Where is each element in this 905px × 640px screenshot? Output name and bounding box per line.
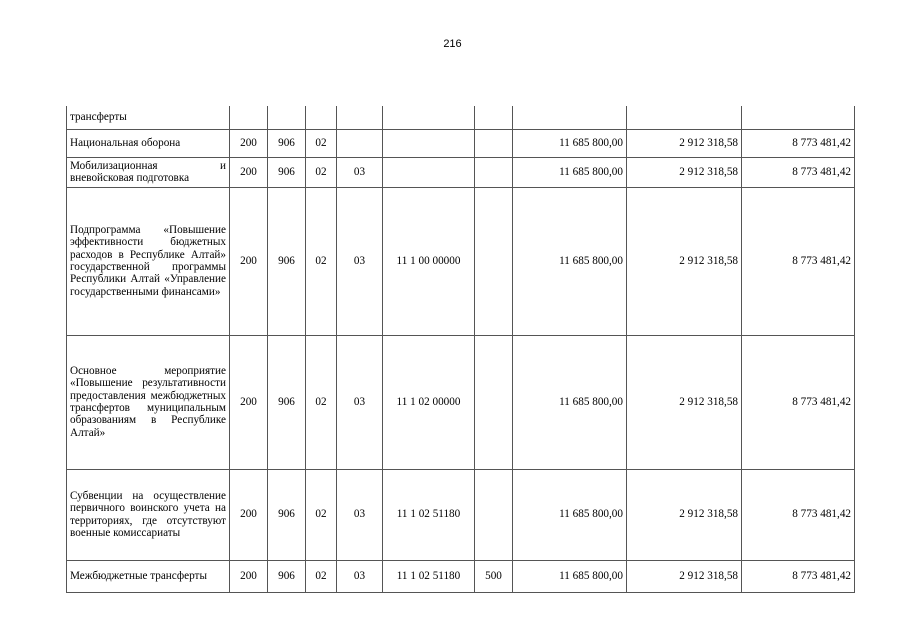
remaining-amount: 8 773 481,42 [742,469,855,560]
section-code: 02 [306,469,337,560]
row-name: Основное мероприятие «Повышение результативности предоставления межбюджетных трансфертов муниципальным образованиям в Республике Алтай» [67,335,230,469]
table-row [67,129,855,157]
remaining-amount [742,106,855,129]
row-name: Подпрограмма «Повышение эффективности бюджетных расходов в Республике Алтай» государственной программы Республики Алтай «Управление государственными финансами» [67,187,230,335]
executed-amount: 2 912 318,58 [627,560,742,592]
remaining-amount: 8 773 481,42 [742,187,855,335]
section-code: 02 [306,560,337,592]
section-code: 02 [306,157,337,187]
executed-amount: 2 912 318,58 [627,335,742,469]
table-row [67,560,855,592]
section-code: 02 [306,335,337,469]
remaining-amount: 8 773 481,42 [742,560,855,592]
remaining-amount: 8 773 481,42 [742,129,855,157]
executed-amount [627,106,742,129]
subsection-code: 03 [337,469,383,560]
target-code: 11 1 00 00000 [383,187,475,335]
subsection-code: 03 [337,560,383,592]
table-row [67,469,855,560]
ministry-code: 906 [268,335,306,469]
approved-amount [513,106,627,129]
expense-type-code [475,106,513,129]
ministry-code: 906 [268,157,306,187]
admin-code: 200 [230,560,268,592]
approved-amount: 11 685 800,00 [513,335,627,469]
ministry-code [268,106,306,129]
row-name: Национальная оборона [67,129,230,157]
target-code: 11 1 02 00000 [383,335,475,469]
approved-amount: 11 685 800,00 [513,157,627,187]
ministry-code: 906 [268,560,306,592]
expense-type-code [475,335,513,469]
section-code [306,106,337,129]
expense-type-code: 500 [475,560,513,592]
target-code: 11 1 02 51180 [383,560,475,592]
table-row [67,106,855,129]
executed-amount: 2 912 318,58 [627,469,742,560]
executed-amount: 2 912 318,58 [627,187,742,335]
row-name: Субвенции на осуществление первичного воинского учета на территориях, где отсутствуют военные комиссариаты [67,469,230,560]
table-row [67,187,855,335]
ministry-code: 906 [268,129,306,157]
table-row [67,335,855,469]
row-name: Мобилизационная и вневойсковая подготовка [67,157,230,187]
admin-code [230,106,268,129]
section-code: 02 [306,187,337,335]
subsection-code [337,129,383,157]
expense-type-code [475,129,513,157]
target-code: 11 1 02 51180 [383,469,475,560]
budget-table [66,106,855,593]
table-row [67,157,855,187]
row-name: трансферты [67,106,230,129]
page-number: 216 [443,38,462,50]
admin-code: 200 [230,335,268,469]
approved-amount: 11 685 800,00 [513,560,627,592]
subsection-code: 03 [337,335,383,469]
row-name: Межбюджетные трансферты [67,560,230,592]
subsection-code [337,106,383,129]
admin-code: 200 [230,469,268,560]
admin-code: 200 [230,157,268,187]
ministry-code: 906 [268,187,306,335]
approved-amount: 11 685 800,00 [513,129,627,157]
executed-amount: 2 912 318,58 [627,129,742,157]
expense-type-code [475,187,513,335]
remaining-amount: 8 773 481,42 [742,157,855,187]
approved-amount: 11 685 800,00 [513,187,627,335]
expense-type-code [475,157,513,187]
subsection-code: 03 [337,157,383,187]
executed-amount: 2 912 318,58 [627,157,742,187]
target-code [383,157,475,187]
section-code: 02 [306,129,337,157]
subsection-code: 03 [337,187,383,335]
admin-code: 200 [230,187,268,335]
admin-code: 200 [230,129,268,157]
approved-amount: 11 685 800,00 [513,469,627,560]
remaining-amount: 8 773 481,42 [742,335,855,469]
target-code [383,106,475,129]
target-code [383,129,475,157]
expense-type-code [475,469,513,560]
ministry-code: 906 [268,469,306,560]
